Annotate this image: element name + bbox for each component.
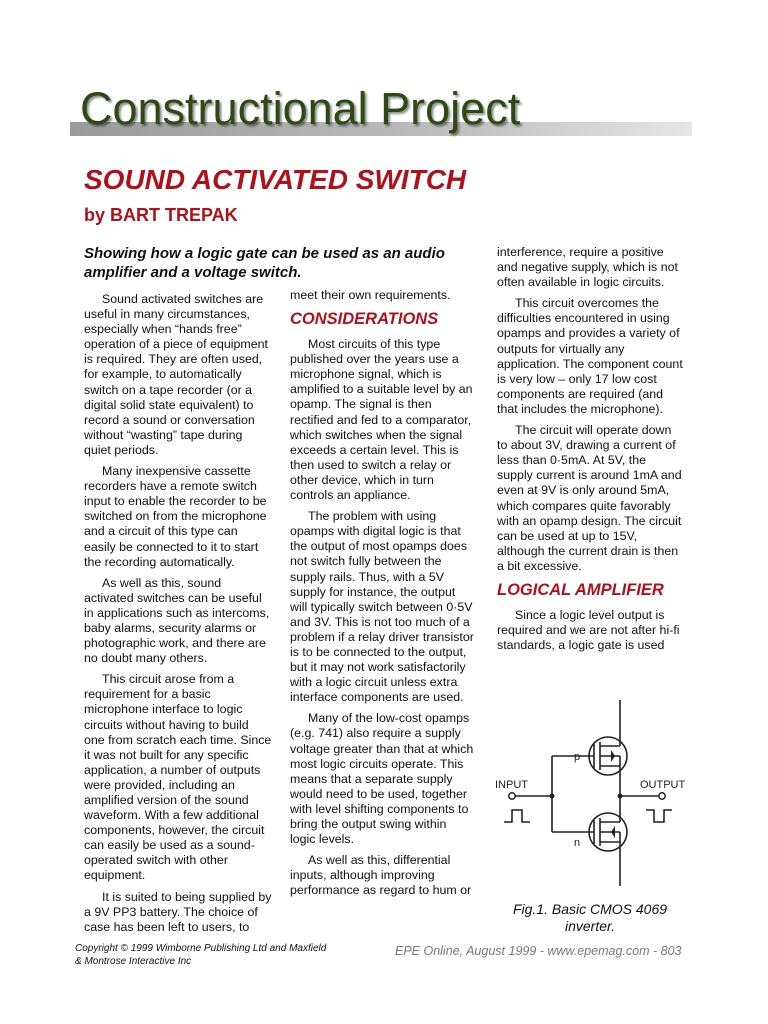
paragraph: This circuit overcomes the difficulties encountered in using opamps and provides a variety of outputs for virtually any application. The component count is very low – only 17 low cost components are required (and that includes the microphone). [497,296,683,416]
p-label: p [574,751,581,763]
article-standfirst: Showing how a logic gate can be used as an audio amplifier and a voltage switch. [84,245,445,281]
page-footer: EPE Online, August 1999 - www.epemag.com - 803 [395,944,682,958]
paragraph: meet their own requirements. [290,288,451,302]
paragraph: Many inexpensive cassette recorders have a remote switch input to enable the recorder to be switched on from the microphone and a circuit of this type can easily be connected to it to start the recording automatically. [84,464,267,569]
article-title: SOUND ACTIVATED SWITCH [84,164,467,195]
input-label: INPUT [495,779,528,791]
article-byline: by BART TREPAK [84,205,238,225]
paragraph: As well as this, sound activated switches can be useful in applications such as intercoms, baby alarms, security alarms or photographic work, and there are no doubt many others. [84,575,270,666]
paragraph: Sound activated switches are useful in many circumstances, especially when “hands free” operation of a piece of equipment is required. They are often used, for example, to automatically switch on a tape recorder (or a digital solid state equivalent) to record a sound or conversation without “wasting” tape during quiet periods. [84,292,268,457]
copyright-notice: Copyright © 1999 Wimborne Publishing Ltd and Maxfield & Montrose Interactive Inc [75,943,327,967]
output-terminal [659,793,665,799]
output-label: OUTPUT [640,779,686,791]
paragraph: The problem with using opamps with digital logic is that the output of most opamps does not switch fully between the supply rails. Thus, with a 5V supply for instance, the output will typically switch between 0·5V and 3V. This is not too much of a problem if a relay driver transistor is to be connected to the output, but it may not work satisfactorily with a logic circuit unless extra interface components are used. [290,509,474,705]
cmos-inverter-diagram [490,698,690,888]
figure-caption: Fig.1. Basic CMOS 4069 inverter. [512,901,668,934]
paragraph: Most circuits of this type published over the years use a microphone signal, which is amplified to a suitable level by an opamp. The signal is then rectified and fed to a comparator, which switches when the signal exceeds a certain level. This is then used to switch a relay or other device, which in turn controls an appliance. [290,337,473,503]
section-banner [70,82,692,142]
column-2 [290,288,474,904]
n-label: n [574,837,581,849]
column-3 [497,245,685,659]
paragraph: This circuit arose from a requirement for a basic microphone interface to logic circuits without having to build one from scratch each time. Since it was not built for any specific application, a number of outputs were provided, including an amplified version of the sound waveform. With a few additional components, however, the circuit can easily be used as a sound-operated switch with other equipment. [84,672,272,883]
section-heading-logical-amplifier: LOGICAL AMPLIFIER [497,580,664,599]
paragraph: interference, require a positive and negative supply, which is not often available in logic circuits. [497,245,678,290]
paragraph: It is suited to being supplied by a 9V PP3 battery. The choice of case has been left to users, to [84,889,272,934]
input-terminal [509,793,515,799]
paragraph: Many of the low-cost opamps (e.g. 741) also require a supply voltage greater than that at which most logic circuits operate. This means that a separate supply would need to be used, together with level shifting components to bring the output swing within logic levels. [290,711,474,847]
paragraph: As well as this, differential inputs, although improving performance as regard to hum or [290,853,472,898]
column-1 [84,292,272,941]
banner-text: Constructional Project [80,83,521,134]
paragraph: The circuit will operate down to about 3V, drawing a current of less than 0·5mA. At 5V, the supply current is around 1mA and even at 9V is only around 5mA, which compares quite favorably with an opamp design. The circuit can be used at up to 15V, although the current drain is then a bit excessive. [497,423,682,573]
section-heading-considerations: CONSIDERATIONS [290,310,439,329]
output-waveform [646,810,672,822]
paragraph: Since a logic level output is required and we are not after hi-fi standards, a logic gate is used [497,607,680,653]
input-waveform [504,810,530,822]
